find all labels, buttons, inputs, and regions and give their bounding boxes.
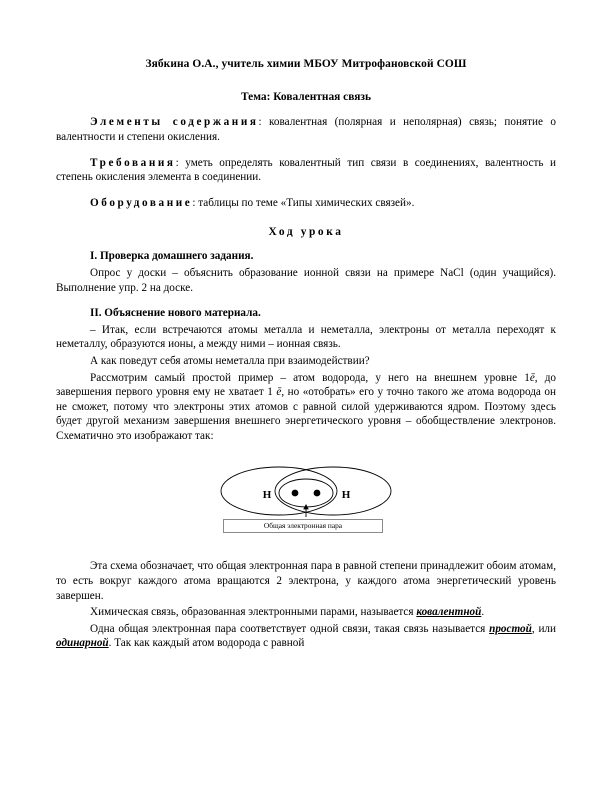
- part-two-heading: [56, 306, 556, 321]
- equipment-label: Оборудование: [90, 196, 193, 209]
- paragraph-requirements: [56, 156, 556, 185]
- single-bond-term-single: одинарной: [56, 637, 109, 650]
- part-one-heading-text: I. Проверка домашнего задания.: [90, 250, 254, 263]
- electron-symbol-1: ē: [529, 371, 535, 384]
- covalent-bond-diagram: [201, 457, 411, 549]
- paragraph-question: А как поведут себя атомы неметалла при взаимодействии?: [90, 354, 370, 367]
- paragraph-equipment: [56, 196, 556, 211]
- single-bond-text-part-a: Одна общая электронная пара соответствует одной связи, такая связь называется: [90, 622, 490, 635]
- electron-dot-right: [314, 490, 321, 497]
- electron-dot-left: [292, 490, 299, 497]
- paragraph-metal-nonmetal: – Итак, если встречаются атомы металла и неметалла, электроны от металла переходят к неметаллу, образуются ионы, а между ними – ионная связь.: [56, 323, 556, 351]
- content-label: Элементы содержания: [90, 116, 259, 129]
- electron-symbol-2: ē: [276, 386, 282, 399]
- lesson-flow-heading: Ход урока: [268, 226, 344, 239]
- covalent-bond-diagram-container: [56, 457, 556, 549]
- covalent-text-part-a: Химическая связь, образованная электронными парами, называется: [90, 606, 417, 619]
- diagram-svg: [201, 457, 411, 549]
- single-bond-text-mid: , или: [531, 622, 557, 635]
- lesson-subject: Тема: Ковалентная связь: [241, 90, 371, 103]
- single-bond-text-part-b: . Так как каждый атом водорода с равной: [108, 637, 305, 650]
- left-atom-label: Н: [262, 489, 272, 502]
- diagram-caption: Общая электронная пара: [223, 519, 383, 532]
- requirements-text: : уметь определять ковалентный тип связи в соединениях, валентность и степень окисления элемента в соединении.: [56, 156, 556, 184]
- paragraph-content-elements: [56, 115, 556, 144]
- paragraph-scheme-meaning: Эта схема обозначает, что общая электронная пара в равной степени принадлежит обоим атомам, то есть вокруг каждого атома вращаются 2 электрона, у каждого атома энергетический уровень завершен.: [56, 560, 556, 602]
- part-two-heading-text: II. Объяснение нового материала.: [90, 307, 261, 320]
- paragraph-covalent-definition: [56, 605, 556, 620]
- hydrogen-text-part-c: , но «отобрать» его у точно такого же атома водорода он не сможет, потому что электроны этих атомов с равной силой удерживаются ядром. Поэтому здесь будет другой механизм завершения внешнего энергетического уровня – обобществление электронов. Схематично это изображают так:: [56, 386, 556, 442]
- hydrogen-text-part-a: Рассмотрим самый простой пример – атом водорода, у него на внешнем уровне 1: [90, 371, 530, 384]
- requirements-label: Требования: [90, 156, 176, 169]
- shared-overlap-lens: [279, 479, 333, 507]
- right-atom-label: Н: [341, 489, 351, 502]
- paragraph-hydrogen-explanation: [56, 371, 556, 444]
- covalent-term: ковалентной: [416, 606, 482, 619]
- paragraph-single-bond: [56, 622, 556, 651]
- part-one-heading: [56, 249, 556, 264]
- hydrogen-text-part-b: , до завершения первого уровня ему не хватает 1: [56, 371, 556, 399]
- covalent-text-part-b: .: [481, 606, 485, 619]
- paragraph-part-one-body: Опрос у доски – объяснить образование ионной связи на примере NaCl (один учащийся). Выполнение упр. 2 на доске.: [56, 266, 556, 294]
- equipment-text: : таблицы по теме «Типы химических связей».: [192, 196, 415, 209]
- single-bond-term-simple: простой: [489, 622, 532, 635]
- page-title: Зябкина О.А., учитель химии МБОУ Митрофановской СОШ: [145, 58, 467, 70]
- content-text: : ковалентная (полярная и неполярная) связь; понятие о валентности и степени окисления.: [56, 116, 556, 143]
